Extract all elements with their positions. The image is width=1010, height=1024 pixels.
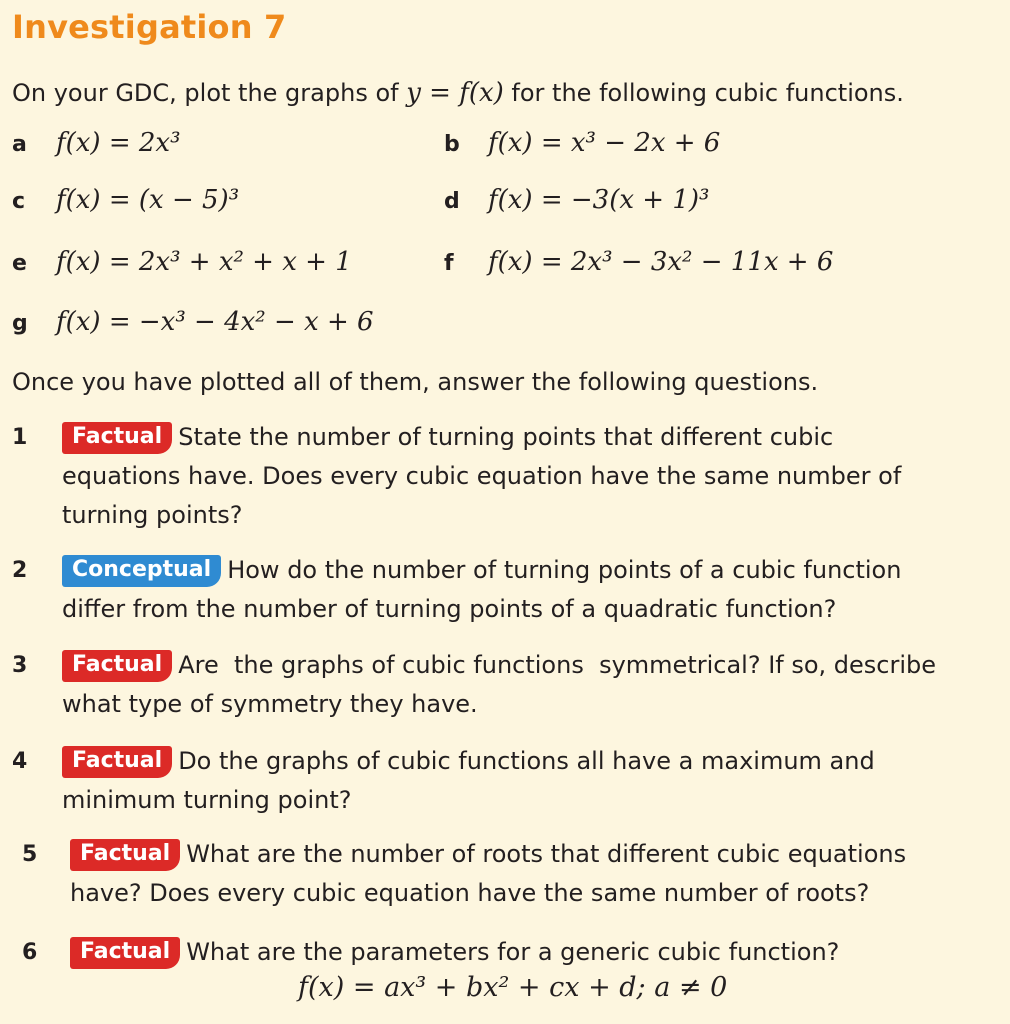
function-expression: f(x) = −x³ − 4x² − x + 6 xyxy=(56,307,374,337)
question-5 xyxy=(22,835,1002,915)
question-number: 2 xyxy=(12,558,28,583)
function-expression: f(x) = −3(x + 1)³ xyxy=(488,185,710,215)
question-3 xyxy=(12,646,1002,726)
function-letter: a xyxy=(12,132,27,157)
question-text: have? Does every cubic equation have the same number of roots? xyxy=(70,879,870,907)
question-text: How do the number of turning points of a cubic function xyxy=(227,556,902,584)
function-item-g xyxy=(12,307,374,337)
function-item-f xyxy=(444,247,833,277)
question-6 xyxy=(22,933,1002,973)
function-letter: g xyxy=(12,311,28,336)
function-letter: b xyxy=(444,132,460,157)
question-text: minimum turning point? xyxy=(62,786,352,814)
question-text: differ from the number of turning points of a quadratic function? xyxy=(62,595,837,623)
question-text: What are the number of roots that different cubic equations xyxy=(186,840,907,868)
intro-text-before: On your GDC, plot the graphs of xyxy=(12,79,407,107)
function-item-b xyxy=(444,128,720,158)
instructions-text: Once you have plotted all of them, answer the following questions. xyxy=(12,368,819,396)
function-letter: e xyxy=(12,251,27,276)
question-text: Do the graphs of cubic functions all have a maximum and xyxy=(178,747,875,775)
question-text: What are the parameters for a generic cubic function? xyxy=(186,938,840,966)
generic-cubic-formula: f(x) = ax³ + bx² + cx + d; a ≠ 0 xyxy=(298,972,728,1003)
question-text: Are the graphs of cubic functions symmetrical? If so, describe xyxy=(178,651,937,679)
function-item-d xyxy=(444,185,709,215)
intro-math: y = f(x) xyxy=(406,78,504,108)
function-item-e xyxy=(12,247,352,277)
function-item-a xyxy=(12,128,181,158)
function-letter: f xyxy=(444,251,454,276)
function-letter: d xyxy=(444,189,460,214)
factual-badge: Factual xyxy=(70,839,180,871)
question-number: 4 xyxy=(12,749,28,774)
factual-badge: Factual xyxy=(70,937,180,969)
function-expression: f(x) = 2x³ − 3x² − 11x + 6 xyxy=(488,247,834,277)
factual-badge: Factual xyxy=(62,746,172,778)
question-number: 3 xyxy=(12,653,28,678)
question-2 xyxy=(12,551,1002,631)
question-4 xyxy=(12,742,1002,822)
question-number: 6 xyxy=(22,940,38,965)
intro-text xyxy=(12,78,904,108)
question-1 xyxy=(12,418,1002,538)
function-expression: f(x) = x³ − 2x + 6 xyxy=(488,128,721,158)
question-text: State the number of turning points that different cubic xyxy=(178,423,834,451)
question-text: what type of symmetry they have. xyxy=(62,690,478,718)
factual-badge: Factual xyxy=(62,422,172,454)
factual-badge: Factual xyxy=(62,650,172,682)
function-letter: c xyxy=(12,189,26,214)
question-number: 1 xyxy=(12,425,28,450)
function-expression: f(x) = (x − 5)³ xyxy=(56,185,240,215)
conceptual-badge: Conceptual xyxy=(62,555,221,587)
function-expression: f(x) = 2x³ xyxy=(56,128,181,158)
question-text: equations have. Does every cubic equation have the same number of xyxy=(62,462,902,490)
function-expression: f(x) = 2x³ + x² + x + 1 xyxy=(56,247,352,277)
function-item-c xyxy=(12,185,239,215)
intro-text-after: for the following cubic functions. xyxy=(503,79,904,107)
question-text: turning points? xyxy=(62,501,243,529)
question-number: 5 xyxy=(22,842,38,867)
investigation-title: Investigation 7 xyxy=(12,8,287,46)
